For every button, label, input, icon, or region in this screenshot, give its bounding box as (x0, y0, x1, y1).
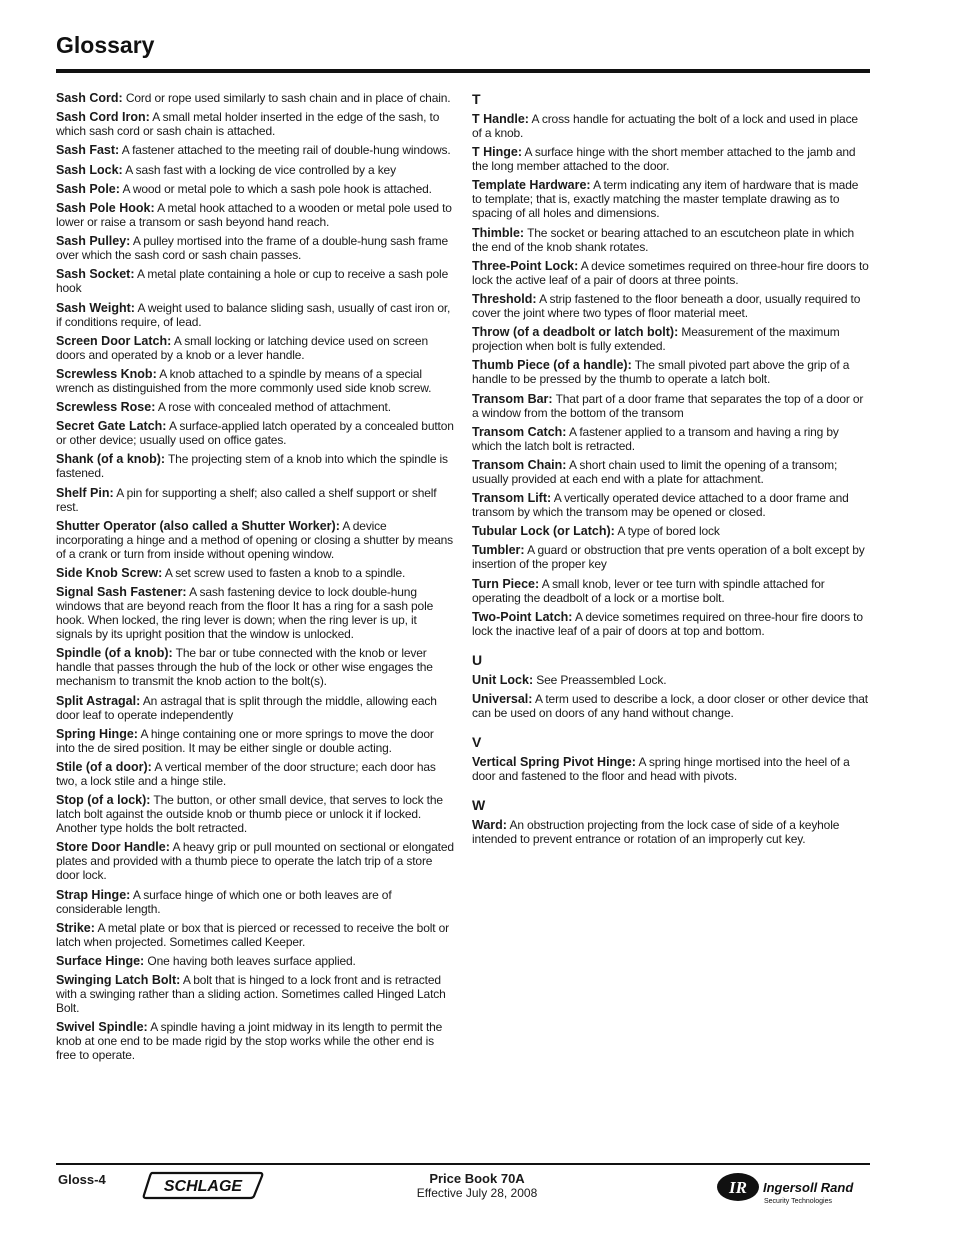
glossary-definition: A metal plate containing a hole or cup to receive a sash pole hook (56, 267, 449, 296)
glossary-definition: A spindle having a joint midway in its length to permit the knob at one end to be made rigid by the stop works while the other end is free to operate. (56, 1020, 443, 1063)
glossary-term: Ward: (472, 818, 507, 832)
glossary-entry (472, 673, 870, 687)
glossary-definition: A set screw used to fasten a knob to a spindle. (164, 566, 406, 580)
glossary-definition: A device sometimes required on three-hour fire doors to lock the inactive leaf of a pair of doors at top and bottom. (472, 609, 863, 638)
glossary-definition: A small metal holder inserted in the edge of the sash, to which sash cord or sash chain is attached. (56, 110, 440, 139)
ir-tagline-text: Security Technologies (764, 1198, 832, 1205)
glossary-entry (56, 452, 454, 480)
glossary-entry (56, 334, 454, 362)
glossary-definition: A small locking or latching device used on screen doors and operated by a knob or a lever handle. (56, 333, 428, 362)
glossary-definition: Cord or rope used similarly to sash chain and in place of chain. (125, 91, 451, 105)
page-title: Glossary (56, 32, 155, 58)
glossary-entry (56, 973, 454, 1015)
glossary-definition: A surface hinge with the short member attached to the jamb and the long member attached to the door. (472, 145, 856, 174)
glossary-entry (56, 267, 454, 295)
glossary-term: Transom Bar: (472, 391, 553, 406)
glossary-definition: An obstruction projecting from the lock case of side of a keyhole intended to prevent entrance or rotation of an improperly cut key. (472, 818, 840, 846)
glossary-entry (472, 755, 870, 783)
ir-mark-text: IR (729, 1178, 747, 1197)
section-letter: T (472, 91, 481, 107)
title-rule (56, 69, 870, 73)
glossary-entry (472, 292, 870, 320)
glossary-entry (56, 1020, 454, 1062)
glossary-term: Tubular Lock (or Latch): (472, 524, 615, 539)
glossary-term: Shelf Pin: (56, 485, 114, 500)
glossary-term: Shutter Operator (also called a Shutter Worker): (56, 518, 340, 533)
glossary-term: Side Knob Screw: (56, 566, 163, 580)
ingersoll-rand-logo (716, 1172, 856, 1206)
glossary-definition: A metal plate or box that is pierced or recessed to receive the bolt or latch when projected. Sometimes called Keeper. (56, 920, 449, 949)
glossary-definition: The button, or other small device, that serves to lock the latch bolt against the outside knob or thumb piece or unlock it if locked. Another type holds the bolt retracted. (56, 793, 443, 836)
glossary-entry (472, 458, 870, 486)
glossary-definition: See Preassembled Lock. (536, 672, 667, 687)
glossary-term: T Hinge: (472, 145, 522, 160)
glossary-term: Signal Sash Fastener: (56, 585, 187, 600)
glossary-definition: A cross handle for actuating the bolt of a lock and used in place of a knob. (472, 112, 858, 140)
glossary-term: Template Hardware: (472, 178, 591, 193)
glossary-entry (56, 793, 454, 835)
glossary-definition: A sash fastening device to lock double-hung windows that are beyond reach from the floor It has a ring for a sash pole hook. When locked, the ring lever is down; when the ring lever is up, it signals by its upright position that the window is unlocked. (56, 585, 434, 642)
glossary-term: Transom Chain: (472, 457, 567, 472)
glossary-term: Strike: (56, 920, 95, 935)
glossary-definition: A sash fast with a locking de vice controlled by a key (125, 162, 396, 177)
glossary-term: Sash Cord Iron: (56, 110, 150, 125)
page-number: Gloss-4 (58, 1172, 106, 1187)
glossary-entry (56, 400, 454, 414)
glossary-definition: A fastener attached to the meeting rail of double-hung windows. (121, 143, 451, 158)
glossary-term: Store Door Handle: (56, 840, 170, 855)
glossary-definition: A term used to describe a lock, a door closer or other device that can be used on doors of any hand without change. (472, 692, 868, 720)
glossary-definition: A vertical member of the door structure; each door has two, a lock stile and a hinge stile. (56, 759, 436, 788)
glossary-term: Sash Fast: (56, 143, 120, 158)
glossary-definition: The small pivoted part above the grip of a handle to be pressed by the thumb to operate a latch bolt. (472, 358, 850, 387)
glossary-term: Thimble: (472, 225, 525, 240)
glossary-term: Transom Catch: (472, 424, 567, 439)
glossary-entry (56, 301, 454, 329)
glossary-term: Transom Lift: (472, 491, 552, 506)
glossary-entry (472, 392, 870, 420)
glossary-section (472, 797, 870, 846)
section-letter: W (472, 797, 486, 813)
glossary-entry (56, 419, 454, 447)
glossary-entry (472, 425, 870, 453)
glossary-term: Turn Piece: (472, 576, 540, 591)
glossary-term: Thumb Piece (of a handle): (472, 358, 632, 373)
glossary-term: Stop (of a lock): (56, 793, 151, 808)
glossary-term: Three-Point Lock: (472, 258, 579, 273)
glossary-entry (472, 610, 870, 638)
glossary-term: Screwless Knob: (56, 366, 157, 381)
glossary-entry (472, 818, 870, 846)
glossary-entry (472, 112, 870, 140)
glossary-term: Swivel Spindle: (56, 1020, 148, 1035)
glossary-definition: A short chain used to limit the opening of a transom; usually provided at each end with a plate for attachment. (472, 457, 838, 486)
glossary-entry (56, 182, 454, 196)
glossary-definition: A heavy grip or pull mounted on sectional or elongated plates and provided with a thumb piece to operate the latch trip of a store door lock. (56, 840, 454, 883)
glossary-definition: A surface hinge of which one or both leaves are of considerable length. (56, 887, 392, 916)
glossary-entry (56, 840, 454, 882)
glossary-definition: A guard or obstruction that pre vents operation of a bolt except by insertion of the proper key (472, 543, 865, 572)
glossary-entry (472, 692, 870, 720)
glossary-term: Shank (of a knob): (56, 452, 166, 467)
glossary-entry (472, 145, 870, 173)
footer-center (400, 1171, 554, 1200)
glossary-term: Split Astragal: (56, 693, 141, 708)
glossary-entry (472, 325, 870, 353)
glossary-definition: A fastener applied to a transom and having a ring by which the latch bolt is retracted. (472, 424, 839, 453)
glossary-definition: A term indicating any item of hardware that is made to template; that is, exactly matching the master template drawing as to spacing of all holes and dimensions. (472, 178, 859, 221)
glossary-term: Threshold: (472, 291, 537, 306)
glossary-term: Sash Socket: (56, 267, 135, 282)
glossary-definition: An astragal that is split through the middle, allowing each door leaf to operate independently (56, 693, 437, 722)
glossary-definition: A strip fastened to the floor beneath a door, usually required to cover the joint where two types of floor material meet. (472, 291, 861, 320)
glossary-term: Vertical Spring Pivot Hinge: (472, 755, 636, 769)
glossary-definition: A device incorporating a hinge and a method of opening or closing a shutter by means of a crank or turn from inside without opening window. (56, 518, 454, 561)
glossary-entry (472, 358, 870, 386)
glossary-entry (56, 486, 454, 514)
glossary-entry (56, 163, 454, 177)
glossary-entry (56, 566, 454, 580)
effective-date: Effective July 28, 2008 (416, 1186, 538, 1200)
glossary-term: Two-Point Latch: (472, 609, 573, 624)
glossary-definition: One having both leaves surface applied. (147, 953, 356, 968)
glossary-definition: A wood or metal pole to which a sash pole hook is attached. (122, 181, 432, 196)
glossary-term: Swinging Latch Bolt: (56, 973, 181, 988)
glossary-left-column (56, 91, 454, 1067)
footer-rule (56, 1163, 870, 1165)
glossary-term: Sash Cord: (56, 91, 123, 105)
glossary-definition: The projecting stem of a knob into which the spindle is fastened. (56, 452, 448, 481)
glossary-entry (56, 694, 454, 722)
glossary-definition: A surface-applied latch operated by a concealed button or other device; usually used on office gates. (56, 419, 454, 448)
glossary-term: Universal: (472, 692, 533, 706)
glossary-term: Screwless Rose: (56, 400, 156, 415)
glossary-term: T Handle: (472, 112, 529, 126)
glossary-entry (56, 367, 454, 395)
glossary-term: Sash Lock: (56, 162, 123, 177)
glossary-definition: A pulley mortised into the frame of a double-hung sash frame over which the sash cord or sash chain passes. (56, 234, 449, 263)
glossary-term: Unit Lock: (472, 672, 534, 687)
price-book-title: Price Book 70A (429, 1171, 525, 1186)
glossary-entry (56, 201, 454, 229)
glossary-term: Spring Hinge: (56, 726, 138, 741)
glossary-right-column (472, 91, 870, 860)
glossary-entry (472, 577, 870, 605)
glossary-entry (56, 727, 454, 755)
glossary-entry (56, 760, 454, 788)
glossary-term: Surface Hinge: (56, 953, 145, 968)
glossary-section (472, 652, 870, 720)
glossary-term: Sash Pulley: (56, 234, 131, 249)
glossary-entry (56, 91, 454, 105)
glossary-term: Throw (of a deadbolt or latch bolt): (472, 325, 679, 340)
glossary-term: Secret Gate Latch: (56, 419, 167, 434)
glossary-definition: The bar or tube connected with the knob or lever handle that passes through the hub of the lock or other wise engages the mechanism to transmit the knob action to the bolt(s). (56, 646, 433, 689)
glossary-definition: A pin for supporting a shelf; also called a shelf support or shelf rest. (56, 485, 437, 514)
glossary-term: Stile (of a door): (56, 759, 152, 774)
glossary-entry (472, 178, 870, 220)
glossary-definition: A spring hinge mortised into the heel of a door and fastened to the floor and head with pivots. (472, 755, 850, 783)
glossary-term: Tumbler: (472, 543, 525, 558)
glossary-entry (56, 585, 454, 641)
glossary-term: Sash Weight: (56, 300, 135, 315)
glossary-section (472, 734, 870, 783)
glossary-definition: That part of a door frame that separates the top of a door or a window from the bottom of the transom (472, 391, 864, 420)
schlage-logo (142, 1170, 264, 1200)
glossary-entry (56, 646, 454, 688)
glossary-definition: A vertically operated device attached to a door frame and transom by which the transom may be opened or closed. (472, 491, 849, 520)
section-letter: U (472, 651, 483, 668)
glossary-entry (56, 921, 454, 949)
ir-company-text: Ingersoll Rand (763, 1180, 854, 1195)
glossary-entry (472, 543, 870, 571)
glossary-entry (472, 491, 870, 519)
glossary-entry (56, 143, 454, 157)
glossary-entry (472, 524, 870, 538)
glossary-term: Spindle (of a knob): (56, 646, 173, 661)
glossary-term: Screen Door Latch: (56, 333, 172, 348)
glossary-definition: Measurement of the maximum projection when bolt is fully extended. (472, 325, 840, 354)
glossary-definition: A weight used to balance sliding sash, usually of cast iron or, if conditions require, of lead. (56, 300, 451, 329)
glossary-term: Sash Pole: (56, 181, 120, 196)
schlage-logo-text: SCHLAGE (163, 1178, 243, 1195)
glossary-term: Sash Pole Hook: (56, 200, 155, 215)
glossary-entry (56, 234, 454, 262)
glossary-entry (56, 519, 454, 561)
glossary-definition: A hinge containing one or more springs to move the door into the de sired position. It may be either single or double acting. (56, 726, 434, 755)
glossary-entry (56, 954, 454, 968)
glossary-entry (56, 110, 454, 138)
glossary-definition: A bolt that is hinged to a lock front and is retracted with a swinging rather than a sliding action. Sometimes called Hinged Latch Bolt. (56, 973, 446, 1016)
glossary-entry (472, 259, 870, 287)
glossary-definition: A small knob, lever or tee turn with spindle attached for operating the deadbolt of a lock or a mortise bolt. (472, 576, 825, 605)
glossary-section (472, 91, 870, 638)
glossary-definition: A type of bored lock (617, 524, 720, 539)
glossary-definition: A device sometimes required on three-hour fire doors to lock the active leaf of a pair of doors at three points. (472, 258, 869, 287)
glossary-definition: A rose with concealed method of attachment. (157, 400, 391, 415)
glossary-entry (56, 888, 454, 916)
glossary-definition: A metal hook attached to a wooden or metal pole used to lower or raise a transom or sash beyond hand reach. (56, 200, 452, 229)
glossary-definition: A knob attached to a spindle by means of a special wrench as distinguished from the more commonly used side knob screw. (56, 366, 432, 395)
glossary-definition: The socket or bearing attached to an escutcheon plate in which the end of the knob shank rotates. (472, 225, 854, 254)
section-letter: V (472, 734, 482, 750)
glossary-entry (472, 226, 870, 254)
glossary-term: Strap Hinge: (56, 887, 131, 902)
